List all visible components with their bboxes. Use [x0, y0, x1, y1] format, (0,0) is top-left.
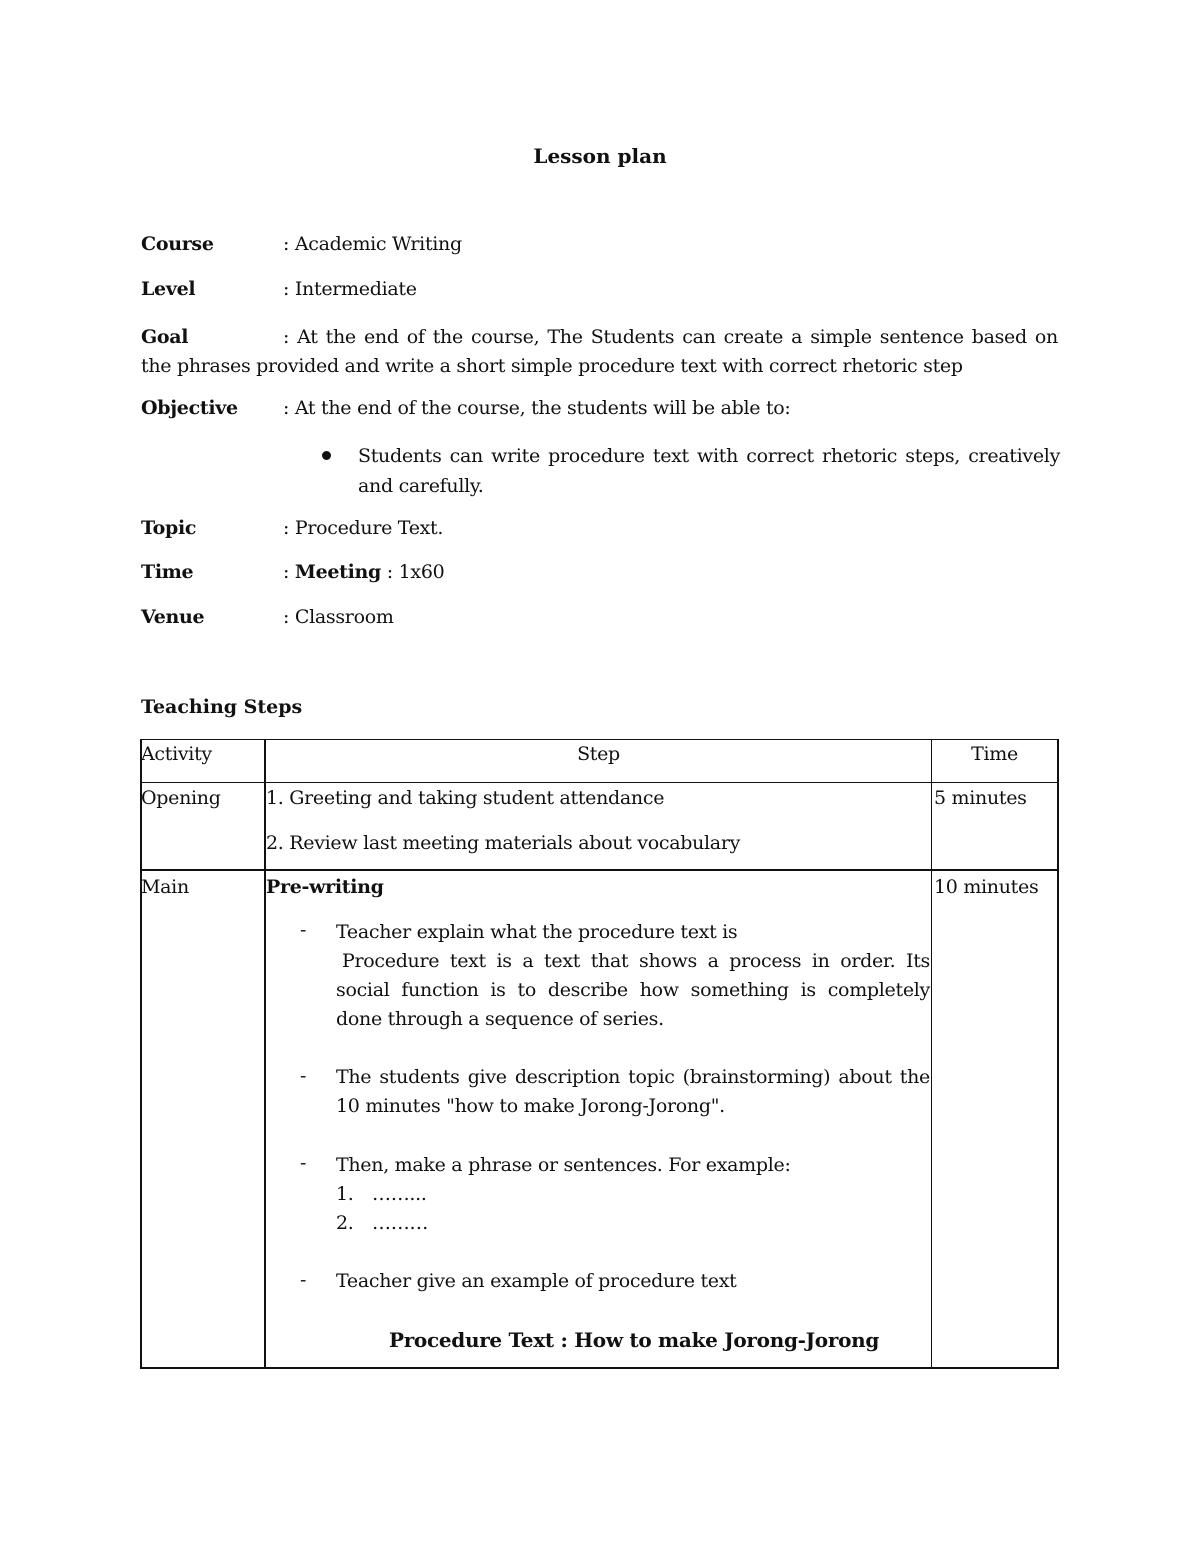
- venue-value: : Classroom: [283, 606, 394, 628]
- venue-label: Venue: [141, 606, 205, 628]
- opening-step-1: 1. Greeting and taking student attendance: [266, 787, 665, 809]
- goal-label: Goal: [141, 326, 189, 348]
- time-value: : 1x60: [381, 561, 445, 583]
- objective-bullet-text: Students can write procedure text with correct rhetoric steps, creatively and carefully.: [358, 445, 1060, 497]
- level-label: Level: [141, 278, 196, 300]
- teaching-steps-title: Teaching Steps: [141, 696, 303, 718]
- time-meeting: Meeting: [294, 561, 382, 583]
- main-time: 10 minutes: [934, 876, 1039, 898]
- course-value: : Academic Writing: [283, 233, 462, 255]
- main-activity: Main: [141, 876, 189, 898]
- opening-activity: Opening: [141, 787, 221, 809]
- header-time: Time: [971, 743, 1018, 765]
- example-1-number: 1.: [336, 1183, 354, 1205]
- course-field: [141, 233, 462, 255]
- objective-label: Objective: [141, 397, 238, 419]
- goal-field: [141, 323, 1058, 381]
- table-border-left: [140, 739, 142, 1369]
- main-heading: Pre-writing: [266, 876, 384, 898]
- example-1: ……...: [372, 1183, 427, 1205]
- table-border-header: [140, 782, 1058, 783]
- topic-value: : Procedure Text.: [283, 517, 444, 539]
- example-2-number: 2.: [336, 1212, 354, 1234]
- main-item-1: Teacher explain what the procedure text is: [336, 921, 738, 943]
- main-item-2: The students give description topic (brainstorming) about the 10 minutes "how to make Jorong-Jorong".: [336, 1066, 930, 1117]
- table-border-bottom: [140, 1367, 1058, 1369]
- dash-4: -: [300, 1269, 307, 1291]
- table-border-col2: [931, 739, 932, 1369]
- main-item-1-detail: Procedure text is a text that shows a process in order. Its social function is to describe how something is completely done through a sequence of series.: [336, 950, 930, 1030]
- time-field: [141, 561, 444, 583]
- objective-bullet: [320, 441, 1060, 501]
- level-field: [141, 278, 417, 300]
- procedure-text-title: Procedure Text : How to make Jorong-Jorong: [388, 1328, 880, 1352]
- dash-3: -: [300, 1152, 307, 1174]
- topic-field: [141, 517, 443, 539]
- opening-step-2: 2. Review last meeting materials about vocabulary: [266, 832, 741, 854]
- level-value: : Intermediate: [283, 278, 417, 300]
- time-prefix: :: [283, 561, 295, 583]
- topic-label: Topic: [141, 517, 197, 539]
- objective-value: : At the end of the course, the students will be able to:: [283, 397, 791, 419]
- bullet-dot-icon: [322, 451, 331, 460]
- table-border-opening: [140, 869, 1058, 871]
- header-activity: Activity: [141, 743, 212, 765]
- venue-field: [141, 606, 394, 628]
- time-label: Time: [141, 561, 194, 583]
- goal-value: : At the end of the course, The Students can create a simple sentence based on the phrases provided and write a short simple procedure text with correct rhetoric step: [141, 326, 1058, 377]
- example-2: ………: [372, 1212, 429, 1234]
- header-step: Step: [577, 743, 620, 765]
- dash-1: -: [300, 919, 307, 941]
- objective-field: [141, 397, 791, 419]
- table-border-right: [1057, 739, 1059, 1369]
- main-item-3: Then, make a phrase or sentences. For example:: [336, 1154, 791, 1176]
- page-title: Lesson plan: [533, 144, 667, 168]
- opening-time: 5 minutes: [934, 787, 1027, 809]
- course-label: Course: [141, 233, 214, 255]
- main-item-4: Teacher give an example of procedure text: [336, 1270, 737, 1292]
- dash-2: -: [300, 1065, 307, 1087]
